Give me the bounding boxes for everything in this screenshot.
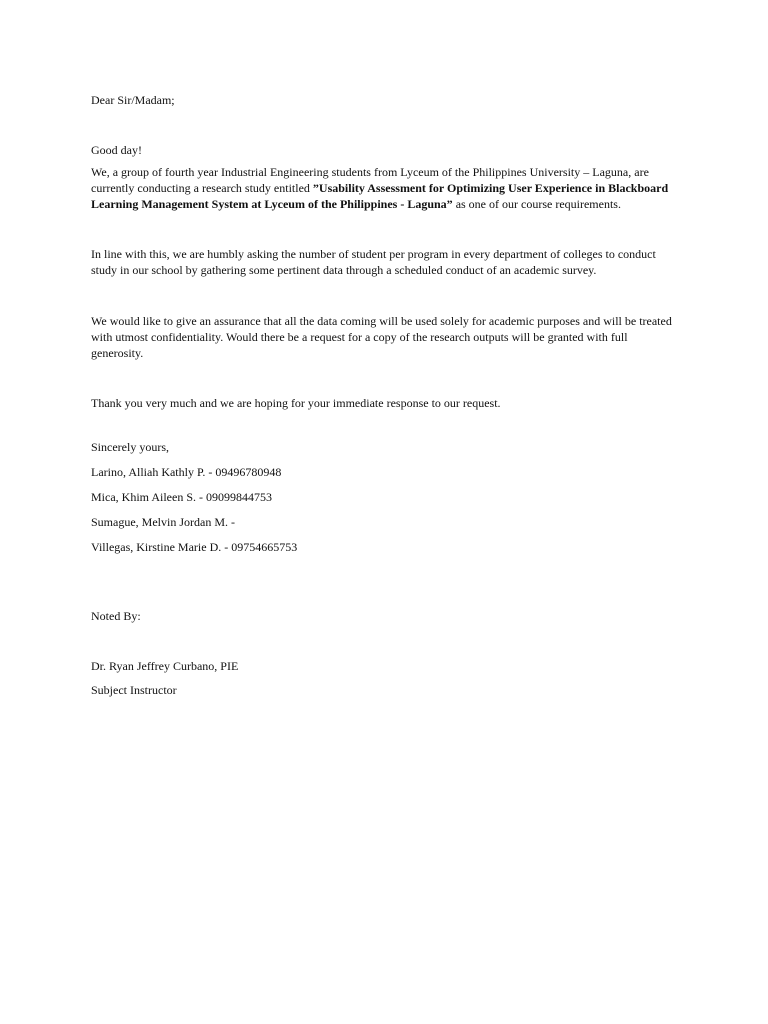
greeting: Good day! bbox=[91, 143, 142, 157]
signer-4: Villegas, Kirstine Marie D. - 09754665753 bbox=[91, 540, 298, 554]
instructor-name: Dr. Ryan Jeffrey Curbano, PIE bbox=[91, 659, 239, 673]
instructor-title: Subject Instructor bbox=[91, 683, 177, 697]
paragraph-request: In line with this, we are humbly asking the number of student per program in every department of colleges to conduct study in our school by gathering some pertinent data through a scheduled conduct of an academic survey. bbox=[91, 247, 656, 277]
closing: Sincerely yours, bbox=[91, 440, 169, 454]
paragraph-assurance: We would like to give an assurance that all the data coming will be used solely for academic purposes and will be treated with utmost confidentiality. Would there be a request for a copy of the research outputs will be granted with full generosity. bbox=[91, 314, 672, 360]
paragraph-thanks: Thank you very much and we are hoping for your immediate response to our request. bbox=[91, 396, 501, 410]
paragraph-introduction-ending: as one of our course requirements. bbox=[452, 197, 621, 211]
salutation: Dear Sir/Madam; bbox=[91, 93, 175, 107]
signer-3: Sumague, Melvin Jordan M. - bbox=[91, 515, 235, 529]
research-title: ”Usability Assessment for Optimizing User Experience in Blackboard Learning Management System at Lyceum of the Philippines - Laguna” bbox=[91, 181, 669, 211]
paragraph-introduction-text: We, a group of fourth year Industrial Engineering students from Lyceum of the Philippines University – Laguna, are currently conducting a research study entitled bbox=[91, 165, 649, 195]
signer-2: Mica, Khim Aileen S. - 09099844753 bbox=[91, 490, 272, 504]
letter-body bbox=[91, 92, 681, 698]
signer-1: Larino, Alliah Kathly P. - 09496780948 bbox=[91, 465, 282, 479]
noted-by-label: Noted By: bbox=[91, 609, 141, 623]
paragraph-introduction bbox=[91, 164, 681, 212]
